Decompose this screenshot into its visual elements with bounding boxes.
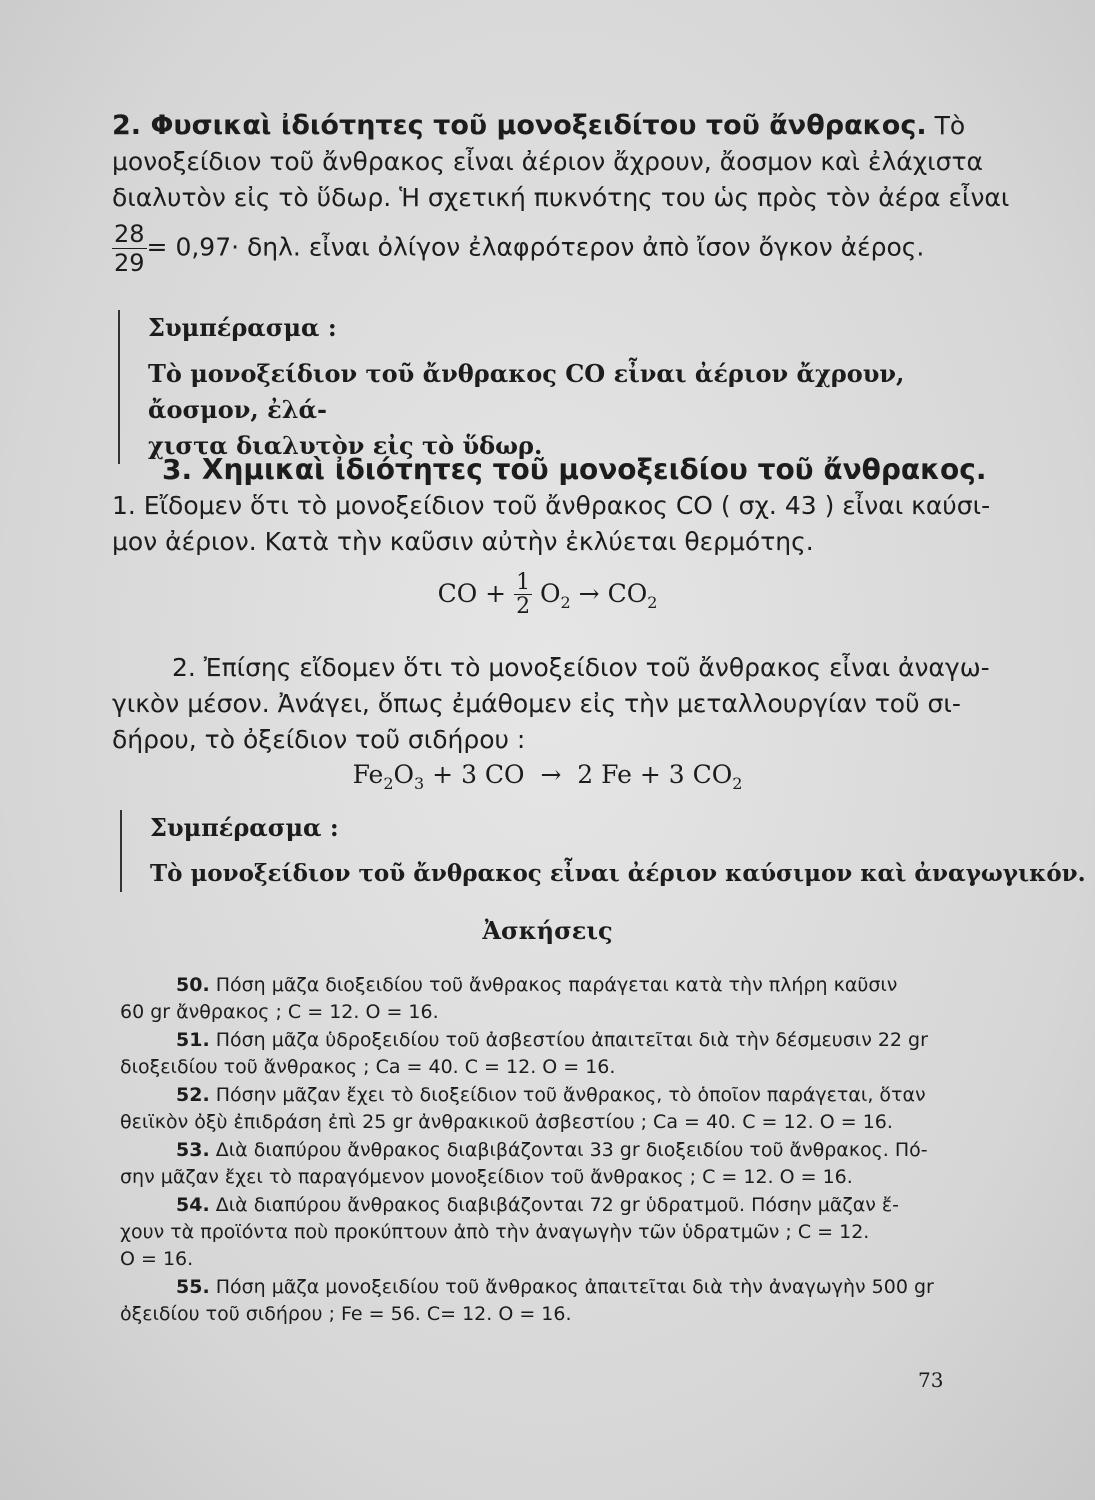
exercise-item: 53. Διὰ διαπύρου ἄνθρακος διαβιβάζονται 33 gr διοξειδίου τοῦ ἄνθρακος. Πό- σην μᾶζαν ἔχει τὸ παραγόμενον μονοξείδιον τοῦ ἄνθρακος ; C = 12. O = 16. [120, 1139, 928, 1188]
section3-p2-line3: δήρου, τὸ ὀξείδιον τοῦ σιδήρου : [112, 725, 526, 754]
section-chemical-properties [112, 452, 991, 560]
section3-p2-line1: 2. Ἐπίσης εἴδομεν ὅτι τὸ μονοξείδιον τοῦ ἄνθρακος εἶναι ἀναγω- [172, 653, 990, 682]
exercise-item: 55. Πόση μᾶζα μονοξειδίου τοῦ ἄνθρακος ἀπαιτεῖται διὰ τὴν ἀναγωγὴν 500 gr ὀξειδίου τοῦ σιδήρου ; Fe = 56. C= 12. O = 16. [120, 1276, 934, 1325]
summary-line: Τὸ μονοξείδιον τοῦ ἄνθρακος εἶναι ἀέριον καύσιμον καὶ ἀναγωγικόν. [150, 860, 1086, 887]
exercise-item: 50. Πόση μᾶζα διοξειδίου τοῦ ἄνθρακος παράγεται κατὰ τὴν πλήρη καῦσιν 60 gr ἄνθρακος ; C = 12. O = 16. [120, 974, 898, 1023]
equation-iron-oxide-reduction: $Fe_2O_3 + 3$ CO → 2 Fe + 3 $CO_2$ [352, 760, 743, 793]
section3-p1-line1: 1. Εἴδομεν ὅτι τὸ μονοξείδιον τοῦ ἄνθρακος CO ( σχ. 43 ) εἶναι καύσι- [112, 491, 991, 520]
summary-line: Τὸ μονοξείδιον τοῦ ἄνθρακος CO εἶναι ἀέριον ἄχρουν, ἄοσμον, ἐλά- [148, 359, 905, 424]
half-fraction: $\frac{1}{2}$ [516, 570, 531, 619]
section2-line4: $\frac{28}{29}$ = 0,97· δηλ. εἶναι ὀλίγον ἐλαφρότερον ἀπὸ ἴσον ὄγκον ἀέρος. [114, 220, 925, 277]
summary-box-1 [118, 310, 968, 464]
section3-paragraph-2 [112, 650, 990, 758]
exercise-item: 51. Πόση μᾶζα ὑδροξειδίου τοῦ ἀσβεστίου ἀπαιτεῖται διὰ τὴν δέσμευσιν 22 gr διοξειδίου τοῦ ἄνθρακος ; Ca = 40. C = 12. O = 16. [120, 1029, 928, 1078]
section2-heading: 2. Φυσικαὶ ἰδιότητες τοῦ μονοξειδίτου τοῦ ἄνθρακος. [112, 110, 927, 141]
summary-title: Συμπέρασμα : [148, 313, 337, 342]
exercises-list [120, 972, 940, 1329]
section3-p1-line2: μον ἀέριον. Κατὰ τὴν καῦσιν αὐτὴν ἐκλύεται θερμότης. [112, 527, 814, 556]
page-number: 73 [918, 1368, 944, 1392]
section3-p2-line2: γικὸν μέσον. Ἀνάγει, ὅπως ἐμάθομεν εἰς τὴν μεταλλουργίαν τοῦ σι- [112, 689, 961, 718]
summary-box-2 [120, 810, 1086, 892]
section3-heading: 3. Χημικαὶ ἰδιότητες τοῦ μονοξειδίου τοῦ ἄνθρακος. [162, 453, 987, 486]
exercise-item: 54. Διὰ διαπύρου ἄνθρακος διαβιβάζονται 72 gr ὑδρατμοῦ. Πόσην μᾶζαν ἔ- χουν τὰ προϊόντα ποὺ προκύπτουν ἀπὸ τὴν ἀναγωγὴν τῶν ὑδρατμῶν ; C = 12. O = 16. [120, 1194, 900, 1270]
equation-co-combustion: CO + $\frac{1}{2}$ $O_2 \to CO_2$ [437, 570, 658, 619]
section2-line2: μονοξείδιον τοῦ ἄνθρακος εἶναι ἀέριον ἄχρουν, ἄοσμον καὶ ἐλάχιστα [112, 147, 984, 176]
exercises-title: Ἀσκήσεις [482, 916, 613, 945]
section-physical-properties [112, 108, 1010, 277]
section2-line1: 2. Φυσικαὶ ἰδιότητες τοῦ μονοξειδίτου τοῦ ἄνθρακος. Τὸ [112, 110, 966, 141]
density-fraction: $\frac{28}{29}$ [114, 220, 145, 277]
arrow-icon: → [578, 579, 600, 608]
summary-title: Συμπέρασμα : [150, 813, 339, 842]
exercise-item: 52. Πόσην μᾶζαν ἔχει τὸ διοξείδιον τοῦ ἄνθρακος, τὸ ὁποῖον παράγεται, ὅταν θειϊκὸν ὀξὺ ἐπιδράση ἐπὶ 25 gr ἀνθρακικοῦ ἀσβεστίου ; Ca = 40. C = 12. O = 16. [120, 1084, 926, 1133]
summary-line: χιστα διαλυτὸν εἰς τὸ ὕδωρ. [148, 431, 543, 460]
section2-line3: διαλυτὸν εἰς τὸ ὕδωρ. Ἡ σχετική πυκνότης του ὡς πρὸς τὸν ἀέρα εἶναι [112, 183, 1010, 212]
